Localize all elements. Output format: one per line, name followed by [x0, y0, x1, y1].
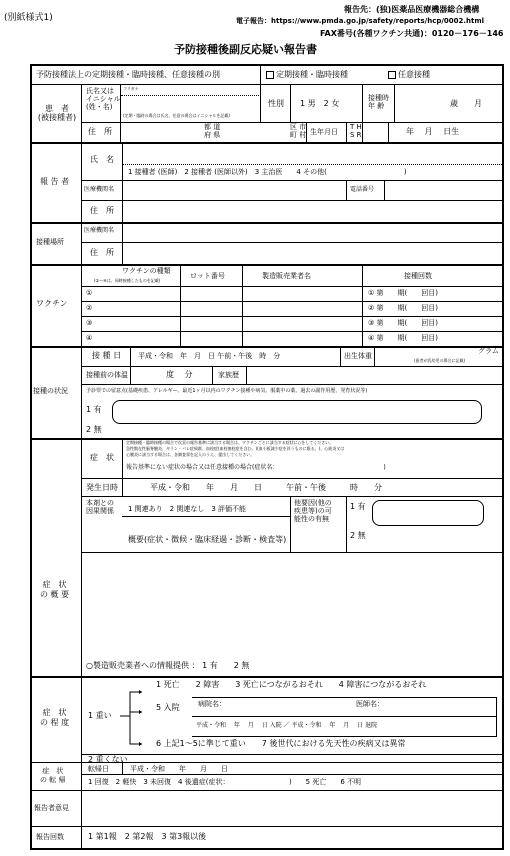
- age-label: 接種時 年 齢: [368, 94, 389, 111]
- serious-arrow: [120, 690, 150, 746]
- voluntary-option: 任意接種: [398, 70, 430, 79]
- voluntary-checkbox[interactable]: [388, 71, 396, 79]
- symptoms-section-label: 症 状 の 概 要: [40, 580, 70, 600]
- patient-name-note: (定期・臨時の場合は氏名、任意の場合はイニシャルを記載): [123, 113, 230, 118]
- patient-section-label: 患 者 (被接種者): [37, 104, 77, 123]
- severity-options-row-3[interactable]: 6 上記1～5に準じて重い 7 後世代における先天性の疾病又は異常: [156, 739, 406, 748]
- precheck-no[interactable]: 2 無: [86, 425, 102, 434]
- dose-count-header: 接種回数: [404, 272, 432, 280]
- site-section-label: 接種場所: [36, 238, 64, 246]
- sex-label: 性別: [268, 99, 284, 108]
- vaccine-kind-header: ワクチンの種類: [122, 267, 171, 275]
- birth-weight-note: (患者が乳幼児の場合に記載): [414, 358, 466, 363]
- patient-name-label: 氏名又は イニシャル (姓・名): [86, 87, 121, 112]
- form-title: 予防接種後副反応疑い報告書: [174, 43, 317, 56]
- precheck-note: 予診票での留意点(基礎疾患、アレルギー、最近1ヶ月以内のワクチン接種や病気、服薬中の薬、過去の副作用歴、発育状況等): [86, 388, 368, 394]
- inoculation-type-label: 予防接種法上の定期接種・臨時接種、任意接種の別: [36, 70, 220, 79]
- outcome-date-label: 転帰日: [88, 765, 109, 773]
- opinion-field[interactable]: [84, 792, 500, 824]
- precheck-bracket: [112, 400, 482, 424]
- fax-number: FAX番号(各種ワクチン共通)：0120－176－146: [320, 29, 504, 38]
- dob-label: 生年月日: [310, 128, 338, 136]
- symptom-note-3: 心膜炎に該当する場合は、各調査票を記入のうえ、提出してください。: [126, 452, 255, 457]
- severity-serious[interactable]: 1 重い: [88, 711, 112, 720]
- electronic-report-url[interactable]: 電子報告：https://www.pmda.go.jp/safety/reports/hcp/0002.html: [236, 17, 485, 25]
- sex-options[interactable]: 1 男 2 女: [300, 99, 340, 108]
- summary-label: 概要(症状・徴候・臨床経過・診断・検査等): [128, 535, 287, 544]
- era-options[interactable]: T H S R: [350, 123, 362, 139]
- other-cause-yes[interactable]: 1 有: [350, 502, 366, 511]
- hospital-name-label: 病院名：: [198, 700, 226, 708]
- reporter-name-field[interactable]: [124, 146, 500, 162]
- furigana-label: フリガナ: [123, 86, 139, 91]
- outcome-date-field[interactable]: 平成・令和 年 月 日: [130, 765, 228, 773]
- outcome-section-label: 症 状 の 転 帰: [40, 767, 66, 784]
- reporter-name-label: 氏 名: [90, 155, 114, 164]
- report-count-options[interactable]: 1 第1報 2 第2報 3 第3報以後: [88, 832, 207, 841]
- opinion-label: 報告者意見: [34, 804, 69, 812]
- reporter-section-label: 報 告 者: [40, 177, 70, 186]
- other-cause-label: 他要因(他の 疾患等)の可 能性の有無: [294, 499, 332, 524]
- reporter-address-label: 住 所: [90, 206, 114, 215]
- severity-inpatient[interactable]: 5 入院: [156, 703, 180, 712]
- manufacturer-header: 製造販売業者名: [262, 272, 311, 280]
- symptom-note-1: 定期接種・臨時接種の場合で次頁の報告基準に該当する場合は、ワクチンごとに該当する症状に○をしてください。: [126, 440, 334, 445]
- vaccine-row-4[interactable]: ④: [86, 334, 93, 342]
- site-facility-label: 医療機関名: [84, 227, 115, 234]
- patient-address-label: 住 所: [88, 127, 112, 136]
- prefecture-label: 都 道 府 県: [204, 123, 221, 139]
- doctor-name-label: 医師名：: [356, 700, 384, 708]
- outcome-options[interactable]: 1 回復 2 軽快 3 未回復 4 後遺症(症状： ) 5 死亡 6 不明: [88, 778, 362, 786]
- dob-field[interactable]: 年 月 日生: [406, 127, 460, 136]
- severity-options-row-1[interactable]: 1 死亡 2 障害 3 死亡につながるおそれ 4 障害につながるおそれ: [156, 680, 427, 689]
- temperature-label: 接種前の体温: [86, 371, 128, 379]
- onset-field[interactable]: 平成・令和 年 月 日 午前・午後 時 分: [150, 483, 382, 492]
- inoculation-date-field[interactable]: 平成・令和 年 月 日 午前・午後 時 分: [138, 352, 281, 360]
- hospital-box: [192, 697, 497, 737]
- reporter-kind-options[interactable]: 1 接種者 (医師) 2 接種者 (医師以外) 3 主治医 4 その他( ): [128, 168, 407, 176]
- report-count-label: 報告回数: [36, 833, 64, 841]
- temperature-field[interactable]: 度 分: [166, 370, 193, 379]
- birth-weight-unit: グラム: [478, 347, 499, 355]
- severity-not-serious[interactable]: 2 重くない: [88, 755, 128, 764]
- other-cause-bracket: [372, 500, 484, 526]
- vaccine-row-3[interactable]: ③: [86, 319, 93, 327]
- patient-name-field[interactable]: [121, 96, 259, 106]
- symptom-name-field[interactable]: 報告基準にない症状の場合又は任意接種の場合(症状名： ): [126, 464, 386, 471]
- onset-label: 発生日時: [86, 483, 118, 492]
- vaccine-kind-note: (②～④は、同時接種したものを記載): [94, 278, 161, 283]
- severity-section-label: 症 状 の 程 度: [40, 708, 70, 728]
- city-label: 区 市 町 村: [290, 123, 307, 139]
- routine-checkbox[interactable]: [266, 71, 274, 79]
- symptom-note-2: 急性散在性脳脊髄炎、ギラン・バレ症候群、血栓症(血栓塞栓症を含む。)(血小板減少症を伴うものに限る。)、心筋炎又は: [126, 446, 345, 451]
- symptom-label: 症 状: [90, 453, 114, 462]
- summary-field[interactable]: [84, 554, 500, 654]
- form-number: (別紙様式1): [4, 13, 53, 23]
- reporter-facility-label: 医療機関名: [84, 186, 115, 193]
- site-address-label: 住 所: [90, 248, 114, 257]
- dose-count-row-4[interactable]: ④ 第 期( 回目): [368, 334, 438, 342]
- precheck-yes[interactable]: 1 有: [86, 405, 102, 414]
- reporter-phone-label: 電話番号: [350, 186, 375, 193]
- causality-label: 本剤との 因果関係: [86, 499, 114, 516]
- status-section-label: 接種の状況: [33, 387, 68, 395]
- routine-option: 定期接種・臨時接種: [276, 70, 348, 79]
- birth-weight-label: 出生体重: [344, 352, 372, 360]
- vaccine-row-1[interactable]: ①: [86, 289, 93, 297]
- causality-options[interactable]: 1 関連あり 2 関連なし 3 評価不能: [128, 505, 247, 513]
- admission-dates[interactable]: 平成・令和 年 月 日 入院 ／ 平成・令和 年 月 日 退院: [196, 722, 378, 729]
- family-history-label: 家族歴: [218, 371, 239, 379]
- dose-count-row-3[interactable]: ③ 第 期( 回目): [368, 319, 438, 327]
- other-cause-no[interactable]: 2 無: [350, 531, 366, 540]
- dose-count-row-2[interactable]: ② 第 期( 回目): [368, 304, 438, 312]
- vaccine-row-2[interactable]: ②: [86, 304, 93, 312]
- lot-number-header: ロット番号: [190, 272, 225, 280]
- vaccine-section-label: ワクチン: [36, 299, 68, 308]
- inoculation-date-label: 接 種 日: [92, 351, 122, 360]
- age-field[interactable]: 歳 月: [450, 99, 482, 108]
- report-destination: 報告先：(独)医薬品医療機器総合機構: [344, 5, 480, 14]
- maker-info-provision[interactable]: ○製造販売業者への情報提供 ： 1 有 2 無: [86, 661, 250, 670]
- dose-count-row-1[interactable]: ① 第 期( 回目): [368, 289, 438, 297]
